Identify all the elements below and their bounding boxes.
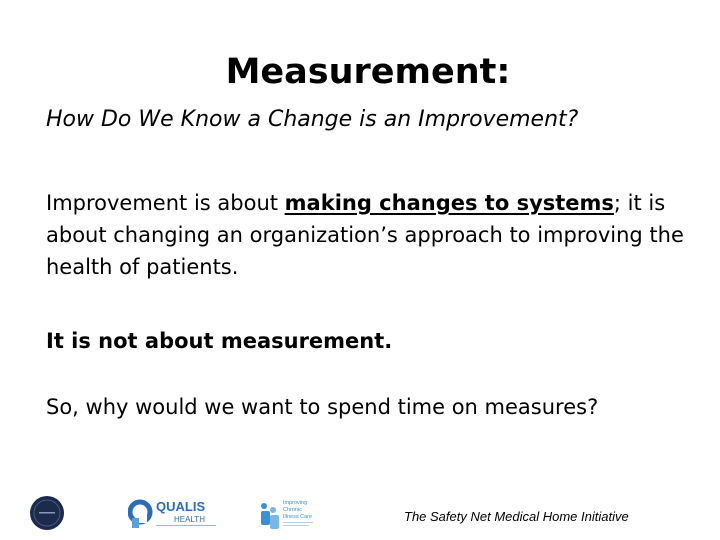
- slide-title: Measurement:: [225, 52, 511, 92]
- seal-logo: [29, 495, 65, 531]
- paragraph-improvement-emphasis: making changes to systems: [284, 191, 614, 215]
- qualis-logo-sub: HEALTH: [174, 515, 205, 524]
- qualis-logo-main: QUALIS: [156, 499, 206, 514]
- paragraph-question: So, why would we want to spend time on measures?: [46, 395, 599, 419]
- chronic-logo-line-3: Illness Care: [283, 514, 313, 520]
- paragraph-improvement: [46, 187, 706, 283]
- initiative-footer: The Safety Net Medical Home Initiative: [404, 509, 629, 524]
- slide-subtitle: How Do We Know a Change is an Improvement?: [46, 107, 579, 132]
- paragraph-not-measurement: It is not about measurement.: [46, 329, 393, 353]
- qualis-health-logo: [128, 496, 228, 530]
- paragraph-improvement-end: ; it is about changing an organization’s approach to improving the health of patients.: [46, 191, 684, 279]
- chronic-logo-line-1: Improving: [283, 500, 308, 506]
- chronic-illness-care-logo: [259, 496, 321, 534]
- paragraph-improvement-start: Improvement is about: [46, 191, 285, 215]
- chronic-logo-line-2: Chronic: [283, 507, 302, 513]
